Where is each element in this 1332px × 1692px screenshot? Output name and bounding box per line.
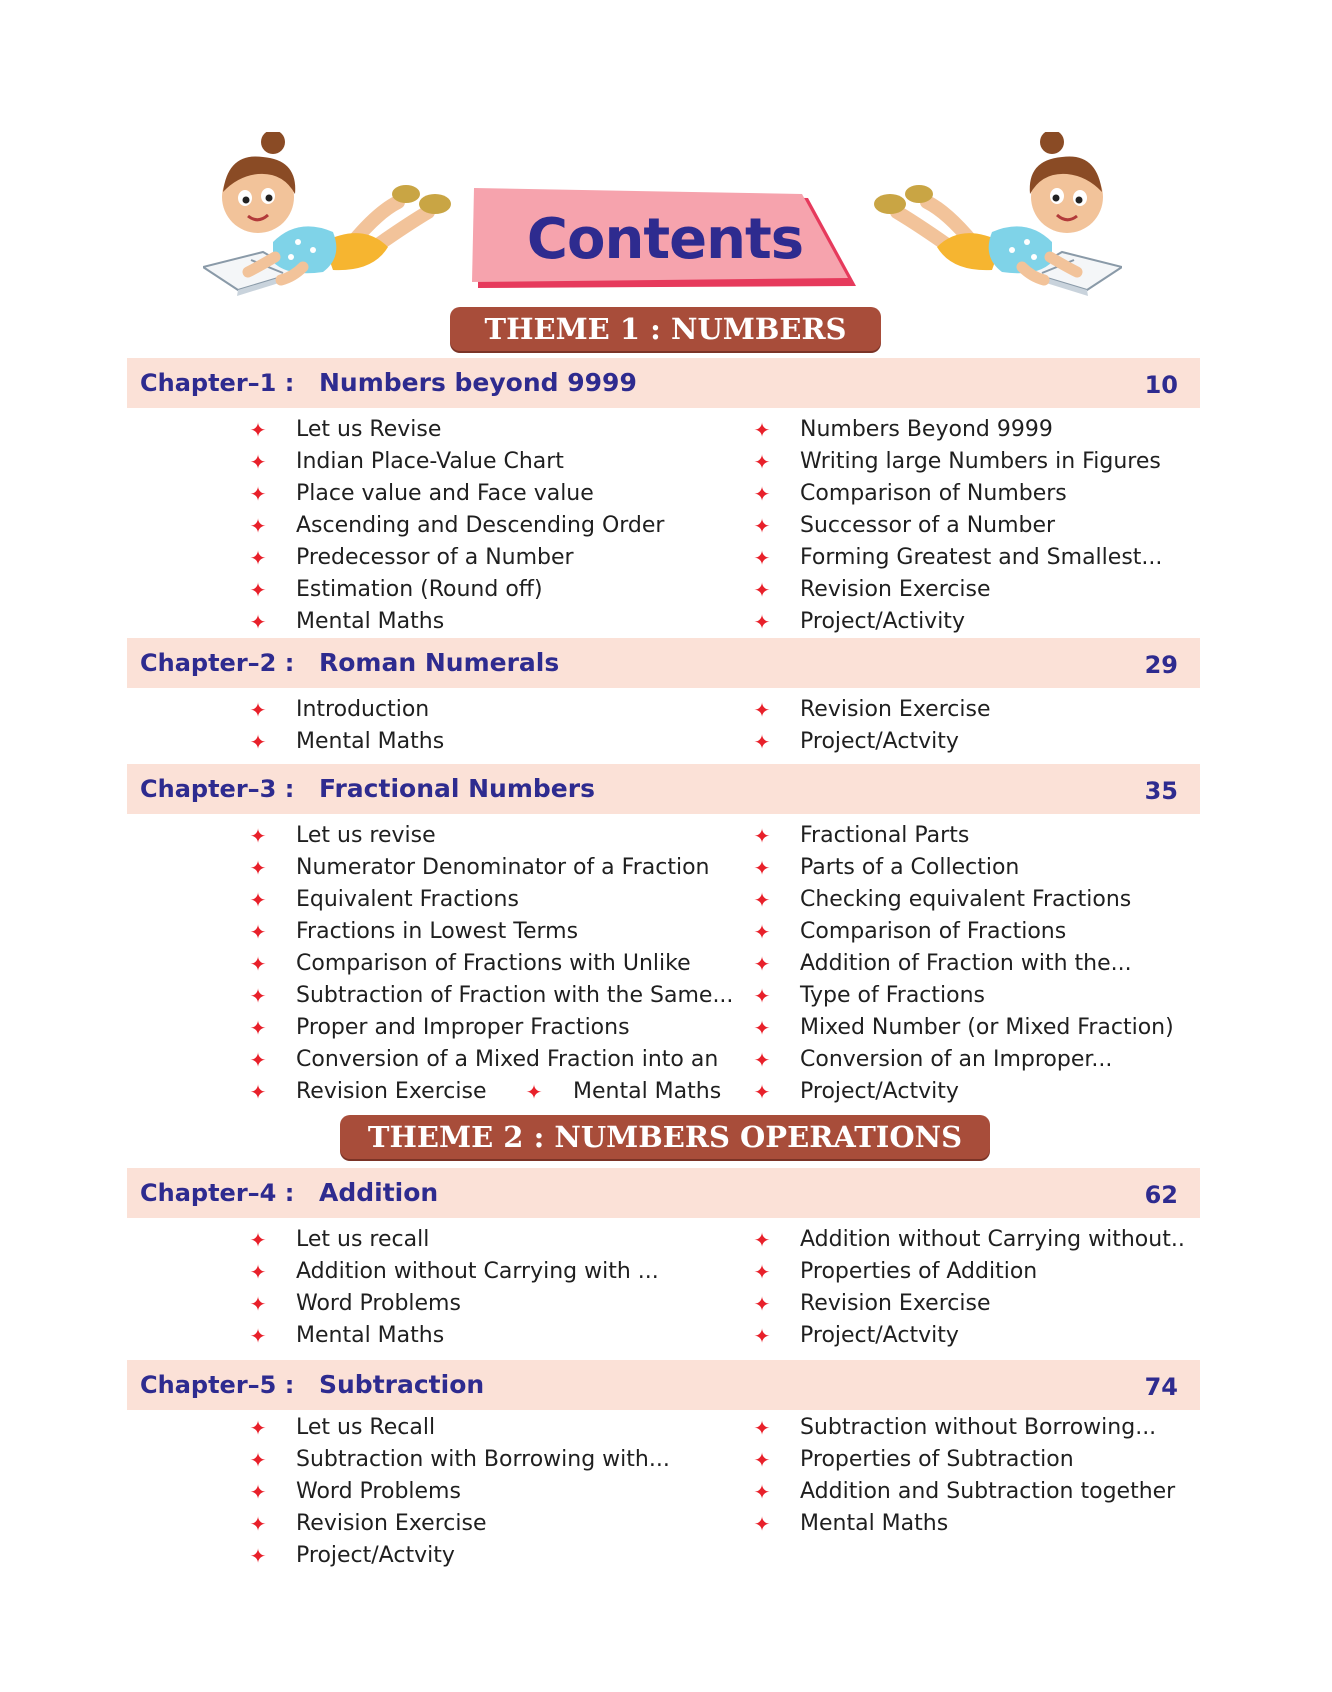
four-point-star-icon: ✦ — [753, 1448, 771, 1472]
topic-label: Let us recall — [296, 1227, 430, 1252]
four-point-star-icon: ✦ — [753, 1260, 771, 1284]
four-point-star-icon: ✦ — [753, 610, 771, 634]
four-point-star-icon: ✦ — [249, 1544, 267, 1568]
four-point-star-icon: ✦ — [753, 824, 771, 848]
four-point-star-icon: ✦ — [249, 1016, 267, 1040]
four-point-star-icon: ✦ — [249, 856, 267, 880]
chapter-number: Chapter–3 : — [140, 775, 295, 803]
topic-label: Revision Exercise — [800, 577, 991, 602]
page-title: Contents — [526, 207, 804, 272]
topic-label: Project/Actvity — [800, 1079, 959, 1104]
chapter-title: Numbers beyond 9999 — [319, 368, 637, 397]
topic-label: Mental Maths — [296, 729, 445, 754]
four-point-star-icon: ✦ — [753, 920, 771, 944]
four-point-star-icon: ✦ — [249, 1080, 267, 1104]
chapter-page-number: 74 — [1144, 1373, 1178, 1401]
chapter-number: Chapter–2 : — [140, 649, 295, 677]
chapter-bar[interactable] — [127, 1168, 1200, 1218]
topic-label: Project/Actvity — [800, 1323, 959, 1348]
chapter-topics — [0, 694, 1332, 758]
four-point-star-icon: ✦ — [249, 1324, 267, 1348]
four-point-star-icon: ✦ — [753, 1080, 771, 1104]
topic-label: Comparison of Fractions — [800, 919, 1067, 944]
theme-heading: THEME 2 : NUMBERS OPERATIONS — [340, 1115, 990, 1159]
four-point-star-icon: ✦ — [753, 1416, 771, 1440]
topic-label: Addition and Subtraction together — [800, 1479, 1176, 1504]
topic-label: Comparison of Fractions with Unlike — [296, 951, 691, 976]
four-point-star-icon: ✦ — [249, 824, 267, 848]
topic-label: Place value and Face value — [296, 481, 594, 506]
chapter-number: Chapter–5 : — [140, 1371, 295, 1399]
four-point-star-icon: ✦ — [249, 1416, 267, 1440]
four-point-star-icon: ✦ — [753, 698, 771, 722]
four-point-star-icon: ✦ — [753, 1016, 771, 1040]
four-point-star-icon: ✦ — [249, 1292, 267, 1316]
four-point-star-icon: ✦ — [249, 482, 267, 506]
chapter-page-number: 62 — [1144, 1181, 1178, 1209]
four-point-star-icon: ✦ — [753, 546, 771, 570]
four-point-star-icon: ✦ — [753, 856, 771, 880]
four-point-star-icon: ✦ — [753, 1324, 771, 1348]
chapter-number: Chapter–1 : — [140, 369, 295, 397]
topic-label: Type of Fractions — [800, 983, 986, 1008]
chapter-page-number: 35 — [1144, 777, 1178, 805]
four-point-star-icon: ✦ — [753, 418, 771, 442]
four-point-star-icon: ✦ — [753, 952, 771, 976]
chapter-number: Chapter–4 : — [140, 1179, 295, 1207]
four-point-star-icon: ✦ — [753, 1480, 771, 1504]
topic-label: Word Problems — [296, 1291, 461, 1316]
topic-label: Let us Revise — [296, 417, 442, 442]
topic-label: Mental Maths — [296, 1323, 445, 1348]
four-point-star-icon: ✦ — [249, 730, 267, 754]
chapter-topics — [0, 1412, 1332, 1572]
topic-label: Let us Recall — [296, 1415, 436, 1440]
four-point-star-icon: ✦ — [249, 610, 267, 634]
topic-label: Ascending and Descending Order — [296, 513, 665, 538]
topic-label: Mixed Number (or Mixed Fraction) — [800, 1015, 1174, 1040]
topic-label: Subtraction with Borrowing with... — [296, 1447, 670, 1472]
girl-reading-illustration — [203, 132, 463, 307]
topic-label: Let us revise — [296, 823, 436, 848]
chapter-title: Fractional Numbers — [319, 774, 595, 803]
topic-label: Addition of Fraction with the... — [800, 951, 1132, 976]
four-point-star-icon: ✦ — [249, 450, 267, 474]
four-point-star-icon: ✦ — [249, 984, 267, 1008]
topic-label: Fractions in Lowest Terms — [296, 919, 579, 944]
chapter-page-number: 10 — [1144, 371, 1178, 399]
four-point-star-icon: ✦ — [249, 888, 267, 912]
four-point-star-icon: ✦ — [249, 1512, 267, 1536]
four-point-star-icon: ✦ — [753, 1512, 771, 1536]
four-point-star-icon: ✦ — [753, 1292, 771, 1316]
topic-label: Subtraction without Borrowing... — [800, 1415, 1157, 1440]
topic-label: Fractional Parts — [800, 823, 970, 848]
chapter-bar[interactable] — [127, 764, 1200, 814]
four-point-star-icon: ✦ — [753, 578, 771, 602]
topic-label: Parts of a Collection — [800, 855, 1020, 880]
four-point-star-icon: ✦ — [249, 698, 267, 722]
four-point-star-icon: ✦ — [249, 578, 267, 602]
topic-label: Comparison of Numbers — [800, 481, 1067, 506]
chapter-title: Roman Numerals — [319, 648, 560, 677]
four-point-star-icon: ✦ — [753, 1048, 771, 1072]
four-point-star-icon: ✦ — [249, 1448, 267, 1472]
topic-label: Predecessor of a Number — [296, 545, 574, 570]
four-point-star-icon: ✦ — [753, 450, 771, 474]
page-header — [0, 0, 1332, 320]
topic-label: Revision Exercise — [296, 1511, 487, 1536]
four-point-star-icon: ✦ — [249, 1260, 267, 1284]
topic-label: Addition without Carrying without.. — [800, 1227, 1185, 1252]
four-point-star-icon: ✦ — [525, 1080, 543, 1104]
topic-label: Subtraction of Fraction with the Same... — [296, 983, 734, 1008]
girl-reading-illustration — [862, 132, 1122, 307]
topic-label: Project/Activity — [800, 609, 965, 634]
chapter-topics — [0, 820, 1332, 1108]
four-point-star-icon: ✦ — [249, 1048, 267, 1072]
chapter-page-number: 29 — [1144, 651, 1178, 679]
chapter-bar[interactable] — [127, 638, 1200, 688]
topic-label: Project/Actvity — [800, 729, 959, 754]
topic-label: Writing large Numbers in Figures — [800, 449, 1161, 474]
four-point-star-icon: ✦ — [753, 730, 771, 754]
chapter-title: Addition — [319, 1178, 439, 1207]
four-point-star-icon: ✦ — [753, 482, 771, 506]
chapter-topics — [0, 1224, 1332, 1352]
four-point-star-icon: ✦ — [753, 514, 771, 538]
chapter-bar[interactable] — [127, 1360, 1200, 1410]
four-point-star-icon: ✦ — [753, 1228, 771, 1252]
topic-label: Mental Maths — [800, 1511, 949, 1536]
topic-label: Estimation (Round off) — [296, 577, 543, 602]
four-point-star-icon: ✦ — [249, 514, 267, 538]
topic-label: Forming Greatest and Smallest... — [800, 545, 1163, 570]
topic-label: Successor of a Number — [800, 513, 1056, 538]
topic-label: Conversion of a Mixed Fraction into an — [296, 1047, 719, 1072]
four-point-star-icon: ✦ — [753, 888, 771, 912]
topic-label: Numerator Denominator of a Fraction — [296, 855, 710, 880]
topic-label: Indian Place-Value Chart — [296, 449, 564, 474]
topic-label: Equivalent Fractions — [296, 887, 519, 912]
topic-label: Conversion of an Improper... — [800, 1047, 1113, 1072]
topic-label: Word Problems — [296, 1479, 461, 1504]
topic-label: Properties of Addition — [800, 1259, 1038, 1284]
four-point-star-icon: ✦ — [249, 1228, 267, 1252]
chapter-title: Subtraction — [319, 1370, 485, 1399]
topic-label: Mental Maths — [573, 1079, 722, 1104]
four-point-star-icon: ✦ — [753, 984, 771, 1008]
topic-label: Revision Exercise — [800, 1291, 991, 1316]
four-point-star-icon: ✦ — [249, 1480, 267, 1504]
four-point-star-icon: ✦ — [249, 418, 267, 442]
four-point-star-icon: ✦ — [249, 952, 267, 976]
topic-label: Addition without Carrying with ... — [296, 1259, 659, 1284]
topic-label: Revision Exercise — [296, 1079, 487, 1104]
four-point-star-icon: ✦ — [249, 920, 267, 944]
topic-label: Mental Maths — [296, 609, 445, 634]
chapter-topics — [0, 414, 1332, 638]
four-point-star-icon: ✦ — [249, 546, 267, 570]
topic-label: Proper and Improper Fractions — [296, 1015, 630, 1040]
topic-label: Numbers Beyond 9999 — [800, 417, 1053, 442]
topic-label: Checking equivalent Fractions — [800, 887, 1132, 912]
topic-label: Introduction — [296, 697, 430, 722]
topic-label: Properties of Subtraction — [800, 1447, 1074, 1472]
chapter-bar[interactable] — [127, 358, 1200, 408]
theme-heading: THEME 1 : NUMBERS — [450, 307, 881, 351]
topic-label: Revision Exercise — [800, 697, 991, 722]
topic-label: Project/Actvity — [296, 1543, 455, 1568]
